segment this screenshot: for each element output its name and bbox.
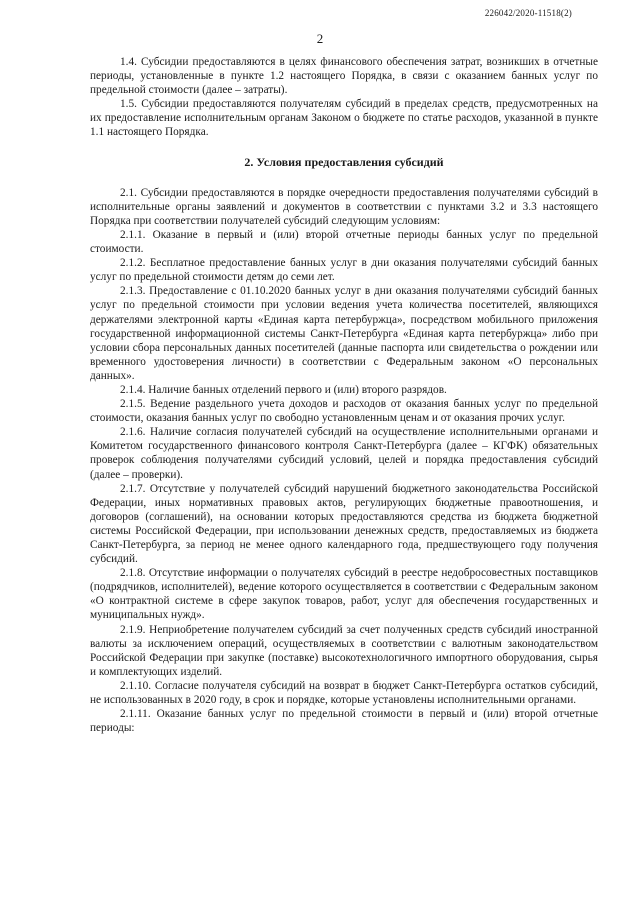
paragraph-2-1-8: 2.1.8. Отсутствие информации о получателях субсидий в реестре недобросовестных поставщиков (подрядчиков, исполнителей), ведение которого осуществляется в соответствии с Федеральным законом «О контрактной системе в сфере закупок товаров, работ, услуг для обеспечения государственных и муниципальных нужд». bbox=[90, 567, 598, 622]
paragraph-2-1-9: 2.1.9. Неприобретение получателем субсидий за счет полученных средств субсидий иностранной валюты за исключением операций, осуществляемых в соответствии с валютным законодательством Российской Федерации при закупке (поставке) высокотехнологичного импортного оборудования, сырья и комплектующих изделий. bbox=[90, 623, 598, 678]
paragraph-1-4: 1.4. Субсидии предоставляются в целях финансового обеспечения затрат, возникших в отчетные периоды, установленные в пункте 1.2 настоящего Порядка, в связи с оказанием банных услуг по предельной стоимости (далее – затраты). bbox=[90, 56, 598, 97]
paragraph-2-1-4: 2.1.4. Наличие банных отделений первого и (или) второго разрядов. bbox=[120, 383, 447, 396]
section-title: 2. Условия предоставления субсидий bbox=[244, 154, 444, 169]
paragraph-2-1-7: 2.1.7. Отсутствие у получателей субсидий нарушений бюджетного законодательства Российской Федерации, иных нормативных правовых актов, регулирующих бюджетные правоотношения, и договоров (соглашений), на основании которых предоставляются средства из бюджета бюджетной системы Российской Федерации, при использовании денежных средств, предоставляемых из бюджета Санкт-Петербурга, за период не менее одного календарного года, предшествующего году получения субсидий. bbox=[90, 482, 598, 566]
paragraph-2-1: 2.1. Субсидии предоставляются в порядке очередности предоставления получателями субсидий в исполнительные органы заявлений и документов в соответствии с пунктами 3.2 и 3.3 настоящего Порядка при соответствии получателей субсидий следующим условиям: bbox=[90, 186, 598, 227]
page-number: 2 bbox=[316, 31, 324, 46]
paragraph-1-5: 1.5. Субсидии предоставляются получателям субсидий в пределах средств, предусмотренных на их предоставление исполнительным органам Законом о бюджете по статье расходов, указанной в пункте 1.1 настоящего Порядка. bbox=[90, 98, 598, 139]
paragraph-2-1-6: 2.1.6. Наличие согласия получателей субсидий на осуществление исполнительными органами и Комитетом государственного финансового контроля Санкт-Петербурга (далее – КГФК) обязательных проверок соблюдения получателями субсидий условий, целей и порядка предоставления субсидий (далее – проверки). bbox=[90, 426, 598, 481]
paragraph-2-1-2: 2.1.2. Бесплатное предоставление банных услуг в дни оказания получателями субсидий банных услуг по предельной стоимости детям до семи лет. bbox=[90, 257, 598, 284]
paragraph-2-1-11: 2.1.11. Оказание банных услуг по предельной стоимости в первый и (или) второй отчетные периоды: bbox=[90, 708, 598, 735]
document-registration-number: 226042/2020-11518(2) bbox=[484, 8, 572, 18]
paragraph-2-1-5: 2.1.5. Ведение раздельного учета доходов и расходов от оказания банных услуг по предельной стоимости, оказания банных услуг по свободно установленным ценам и от оказания прочих услуг. bbox=[90, 398, 598, 425]
paragraph-2-1-3: 2.1.3. Предоставление с 01.10.2020 банных услуг в дни оказания получателями субсидий банных услуг по предельной стоимости при условии ведения учета количества посетителей, являющихся держателями электронной карты «Единая карта петербуржца», посредством мобильного приложения государственной информационной системы Санкт-Петербурга «Единая карта петербуржца» либо при условии сбора персональных данных посетителей (данные паспорта или свидетельства о рождении или временного удостоверения личности) в соответствии с Федеральным законом «О персональных данных». bbox=[90, 285, 598, 382]
paragraph-2-1-10: 2.1.10. Согласие получателя субсидий на возврат в бюджет Санкт-Петербурга остатков субсидий, не использованных в 2020 году, в срок и порядке, которые установлены исполнительными органами. bbox=[90, 679, 598, 707]
paragraph-2-1-1: 2.1.1. Оказание в первый и (или) второй отчетные периоды банных услуг по предельной стоимости. bbox=[90, 228, 598, 256]
document-body bbox=[90, 55, 598, 735]
